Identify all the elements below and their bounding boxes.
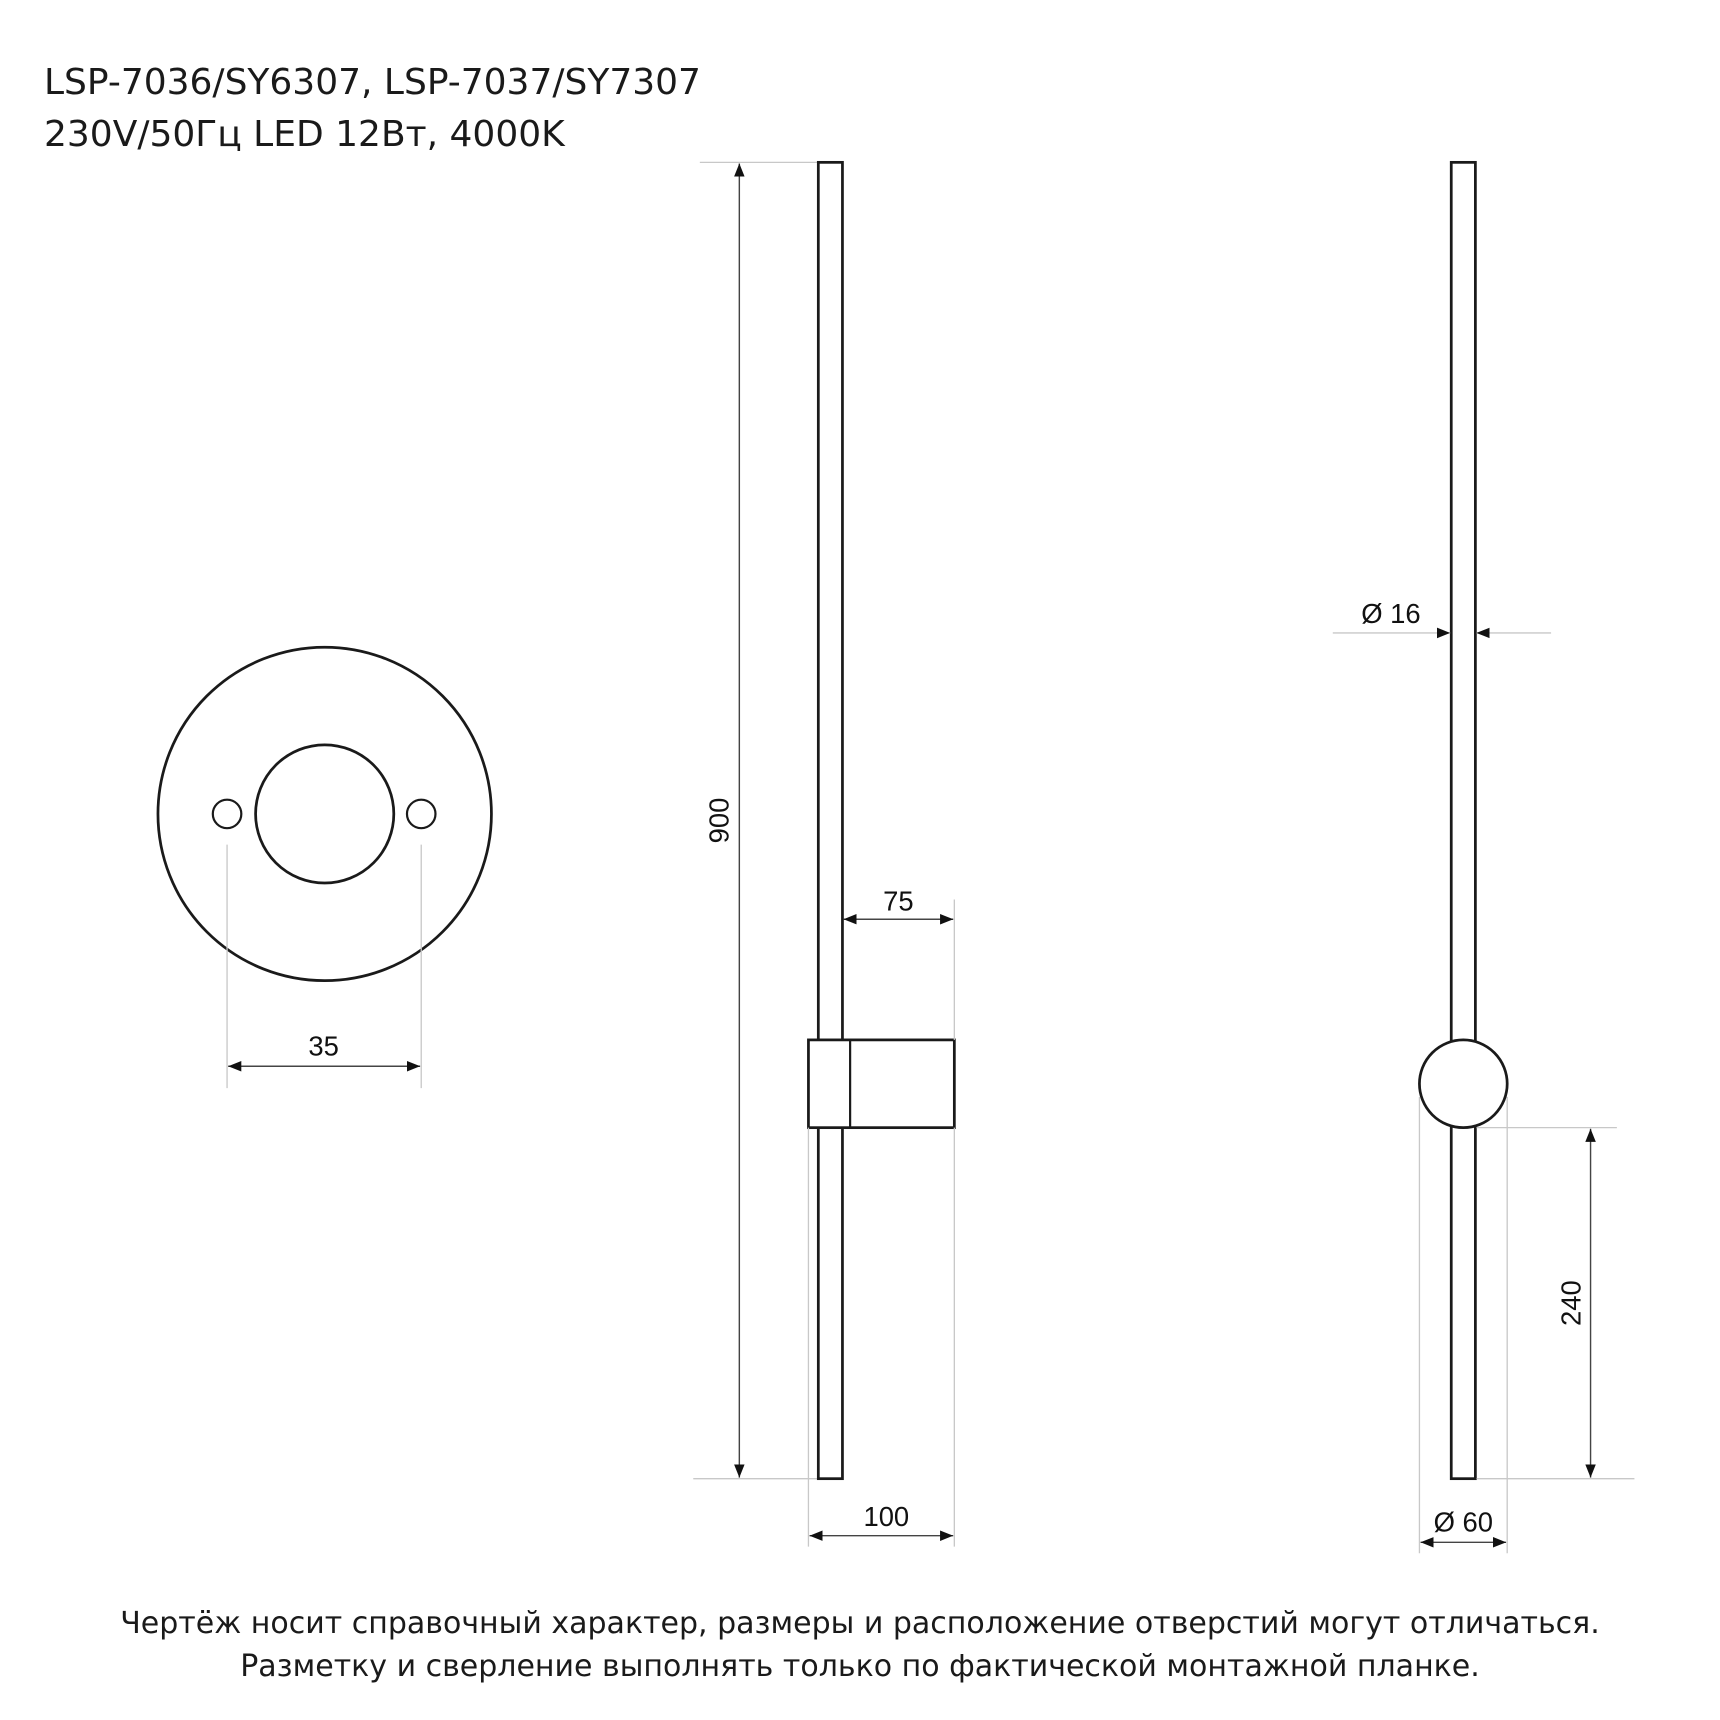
base-diameter-label: Ø 60 bbox=[1433, 1506, 1494, 1538]
hole-spacing-label: 35 bbox=[308, 1030, 339, 1062]
side-rod bbox=[818, 162, 842, 1478]
front-base-circle bbox=[1419, 1040, 1507, 1128]
front-view bbox=[1333, 162, 1635, 1553]
header-models: LSP-7036/SY6307, LSP-7037/SY7307 bbox=[44, 62, 701, 103]
side-bracket bbox=[808, 1040, 954, 1128]
arm-length-label: 75 bbox=[883, 885, 914, 917]
lower-rod-length-label: 240 bbox=[1555, 1280, 1587, 1327]
depth-label: 100 bbox=[863, 1500, 910, 1532]
side-view bbox=[693, 162, 954, 1546]
mount-hole-right bbox=[407, 800, 436, 829]
rod-diameter-label: Ø 16 bbox=[1361, 598, 1421, 630]
height-label: 900 bbox=[703, 797, 735, 844]
footer-note-line1: Чертёж носит справочный характер, размеры и расположение отверстий могут отличаться. bbox=[120, 1606, 1600, 1641]
footer-note-line2: Разметку и сверление выполнять только по фактической монтажной планке. bbox=[240, 1649, 1480, 1684]
header-specs: 230V/50Гц LED 12Вт, 4000K bbox=[44, 114, 565, 155]
wall-plate-outer-circle bbox=[158, 647, 491, 980]
wall-plate-center-circle bbox=[256, 745, 394, 883]
wall-plate-view bbox=[158, 647, 491, 1088]
mount-hole-left bbox=[213, 800, 242, 829]
front-rod bbox=[1451, 162, 1475, 1478]
